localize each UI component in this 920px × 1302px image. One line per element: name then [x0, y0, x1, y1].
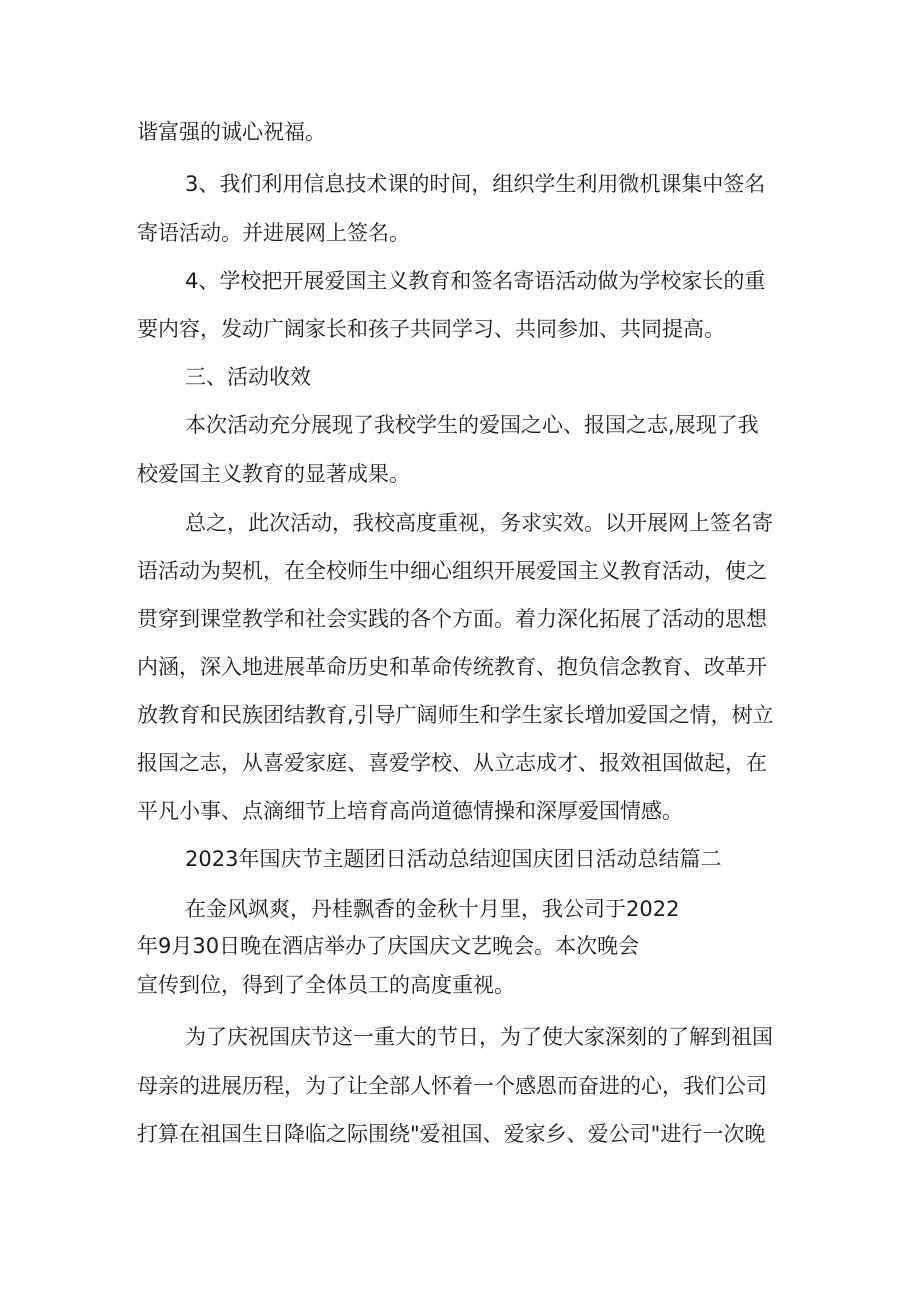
text-line: 在金风飒爽，丹桂飘香的金秋十月里，我公司于2022 — [185, 897, 680, 921]
text-line: 3、我们利用信息技术课的时间，组织学生利用微机课集中签名 — [185, 172, 766, 196]
text-line: 为了庆祝国庆节这一重大的节日，为了使大家深刻的了解到祖国 — [185, 1025, 773, 1049]
text-line: 总之，此次活动，我校高度重视，务求实效。以开展网上签名寄 — [185, 511, 773, 535]
text-line: 贯穿到课堂教学和社会实践的各个方面。着力深化拓展了活动的思想 — [137, 607, 767, 631]
text-line: 谐富强的诚心祝福。 — [137, 120, 326, 144]
text-line: 内涵，深入地进展革命历史和革命传统教育、抱负信念教育、改革开 — [137, 655, 767, 679]
section-title: 2023年国庆节主题团日活动总结迎国庆团日活动总结篇二 — [185, 847, 722, 871]
text-line: 校爱国主义教育的显著成果。 — [137, 462, 410, 486]
section-heading: 三、活动收效 — [185, 365, 311, 389]
text-line: 母亲的进展历程，为了让全部人怀着一个感恩而奋进的心，我们公司 — [137, 1074, 767, 1098]
text-line: 宣传到位，得到了全体员工的高度重视。 — [137, 973, 515, 997]
text-line: 语活动为契机，在全校师生中细心组织开展爱国主义教育活动，使之 — [137, 559, 767, 583]
text-line: 放教育和民族团结教育,引导广阔师生和学生家长增加爱国之情，树立 — [137, 703, 774, 727]
text-line: 寄语活动。并进展网上签名。 — [137, 221, 410, 245]
text-line: 报国之志，从喜爱家庭、喜爱学校、从立志成才、报效祖国做起，在 — [137, 751, 767, 775]
text-line: 年9月30日晚在酒店举办了庆国庆文艺晚会。本次晚会 — [137, 934, 640, 958]
text-line: 本次活动充分展现了我校学生的爱国之心、报国之志,展现了我 — [185, 413, 759, 437]
text-line: 打算在祖国生日降临之际围绕"爱祖国、爱家乡、爱公司"进行一次晚 — [137, 1122, 766, 1146]
text-line: 平凡小事、点滴细节上培育高尚道德情操和深厚爱国情感。 — [137, 799, 683, 823]
text-line: 要内容，发动广阔家长和孩子共同学习、共同参加、共同提高。 — [137, 317, 725, 341]
text-line: 4、学校把开展爱国主义教育和签名寄语活动做为学校家长的重 — [185, 269, 766, 293]
